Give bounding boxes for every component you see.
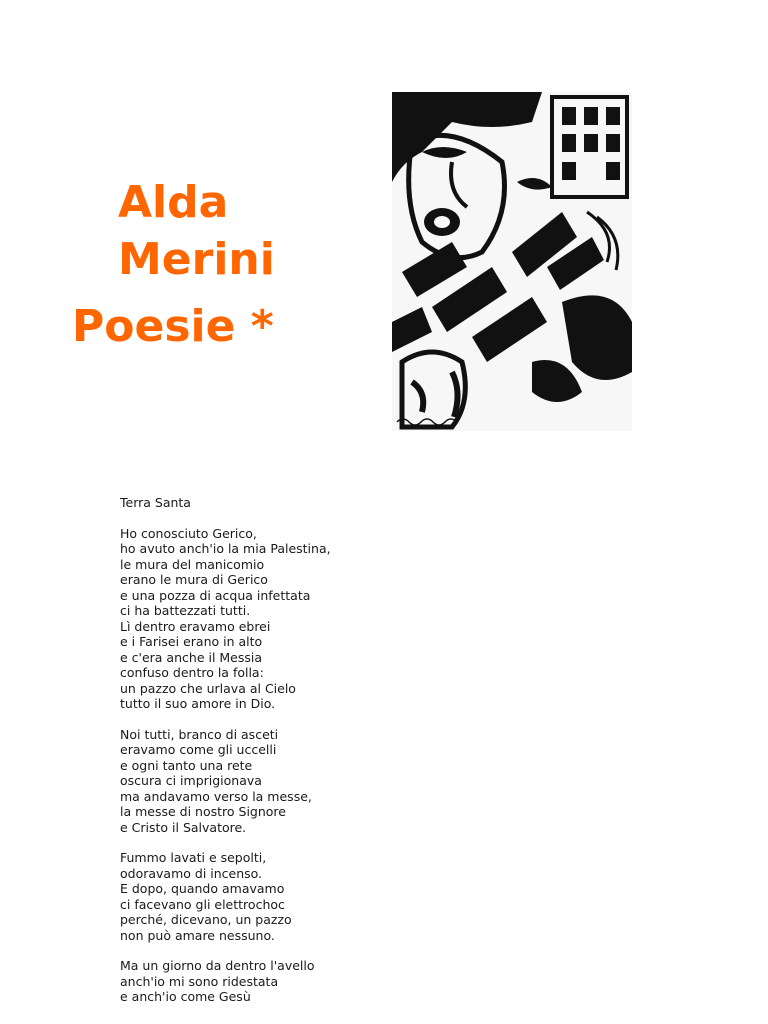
poem-body: [120, 495, 540, 1020]
poem-line: e ogni tanto una rete: [120, 757, 253, 773]
poem-line: un pazzo che urlava al Cielo: [120, 680, 296, 696]
poem-line: oscura ci imprigionava: [120, 773, 262, 788]
title-line-poesie: Poesie *: [72, 301, 274, 352]
poem-stanza: [120, 526, 540, 712]
ink-drawing-figure-icon: [392, 92, 632, 431]
poem-line: Lì dentro eravamo ebrei: [120, 618, 271, 634]
poem-line: odoravamo di incenso.: [120, 865, 263, 881]
poem-stanza: [120, 727, 540, 836]
cover-illustration: [392, 92, 632, 431]
title-line-author-first: Alda: [118, 177, 229, 228]
poem-line: confuso dentro la folla:: [120, 665, 264, 680]
poem-line: ho avuto anch'io la mia Palestina,: [120, 541, 331, 556]
poem-line: ci ha battezzati tutti.: [120, 603, 251, 618]
poem-line: E dopo, quando amavamo: [120, 881, 285, 896]
poem-stanza: [120, 850, 540, 943]
poem-line: tutto il suo amore in Dio.: [120, 696, 276, 711]
title-line-author-last: Merini: [118, 234, 275, 285]
poem-title: Terra Santa: [120, 495, 191, 510]
poem-line: eravamo come gli uccelli: [120, 742, 277, 757]
poem-line: e i Farisei erano in alto: [120, 634, 263, 649]
poem-line: Fummo lavati e sepolti,: [120, 850, 267, 865]
poem-line: non può amare nessuno.: [120, 927, 275, 943]
poem-line: le mura del manicomio: [120, 556, 265, 572]
poem-line: e Cristo il Salvatore.: [120, 819, 247, 835]
poem-line: Noi tutti, branco di asceti: [120, 726, 279, 742]
poem-line: Ho conosciuto Gerico,: [120, 525, 257, 541]
poem-line: perché, dicevano, un pazzo: [120, 912, 292, 927]
poem-stanza: [120, 958, 540, 1005]
poem-line: la messe di nostro Signore: [120, 804, 286, 819]
poem-line: ma andavamo verso la messe,: [120, 788, 312, 804]
poem-line: e una pozza di acqua infettata: [120, 587, 311, 603]
poem-line: e c'era anche il Messia: [120, 649, 263, 665]
poem-line: Ma un giorno da dentro l'avello: [120, 958, 315, 973]
poem-line: anch'io mi sono ridestata: [120, 973, 279, 989]
poem-line: e anch'io come Gesù: [120, 989, 251, 1004]
poem-line: ci facevano gli elettrochoc: [120, 896, 285, 912]
poem-line: erano le mura di Gerico: [120, 572, 268, 587]
